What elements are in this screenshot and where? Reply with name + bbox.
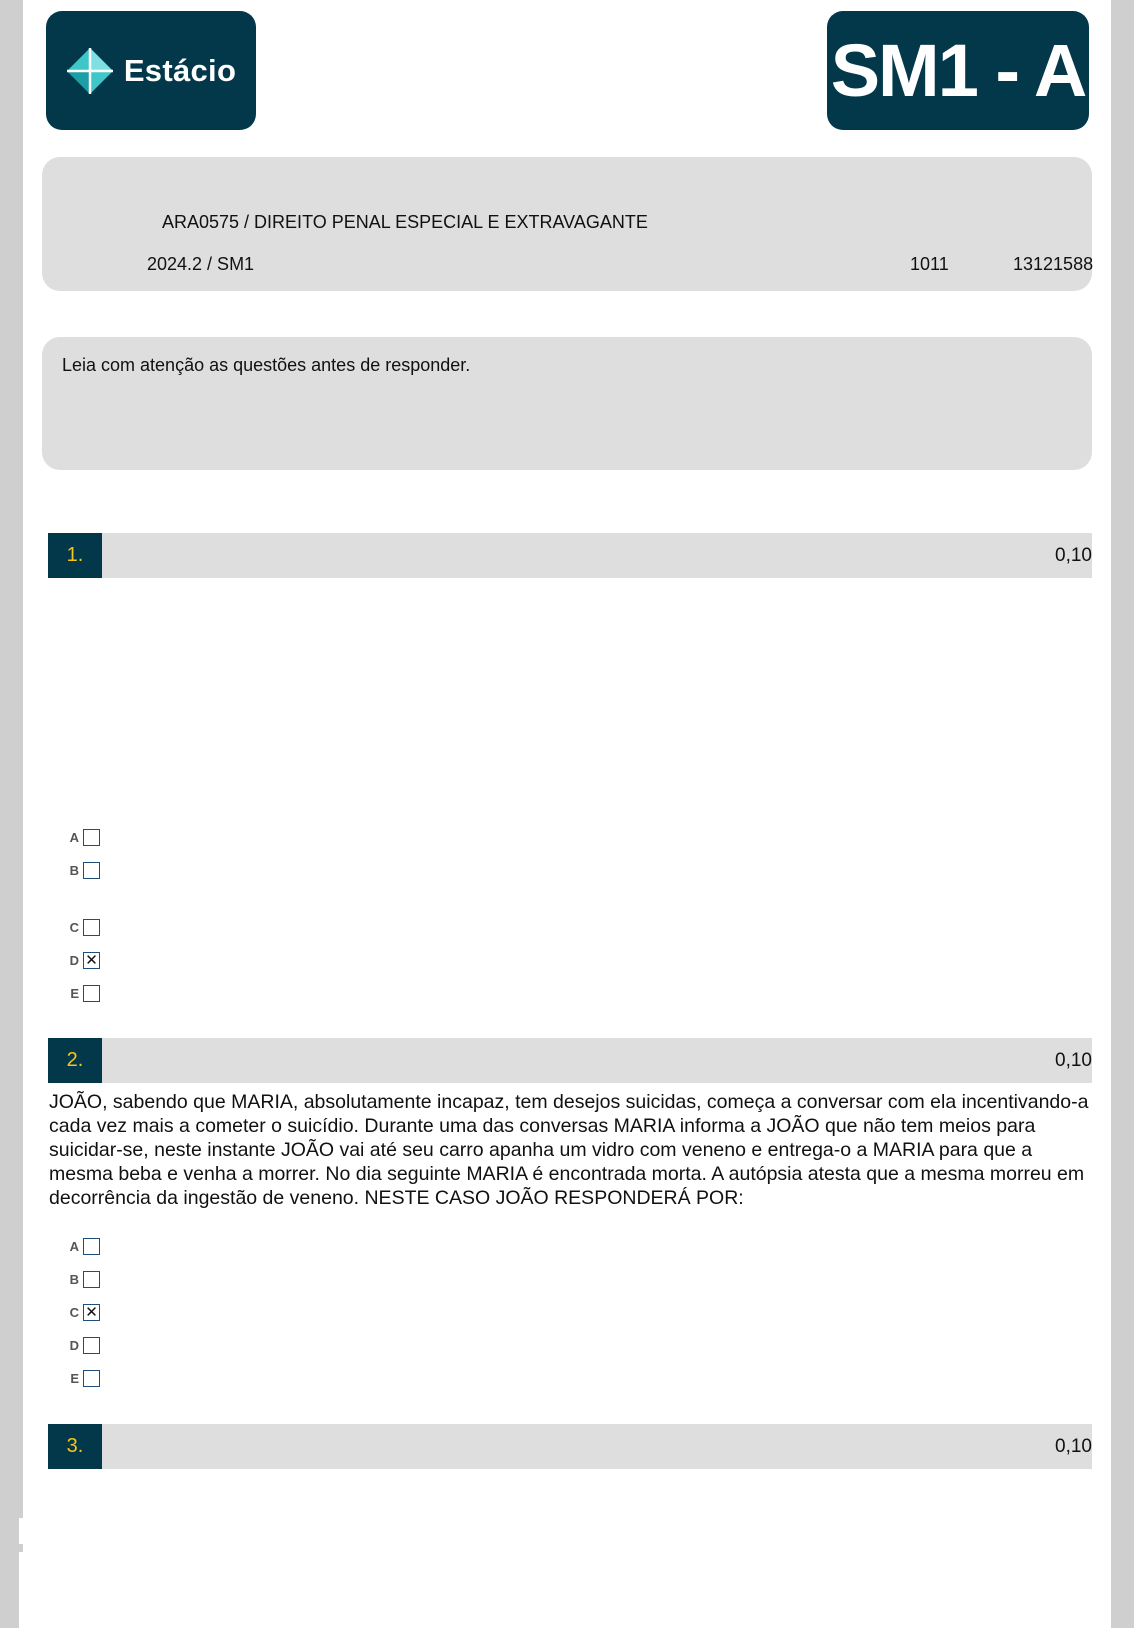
question-number: 1. [48,533,102,578]
q2-option-e[interactable] [67,1367,100,1389]
option-checkbox[interactable] [83,862,100,879]
question-score: 0,10 [1055,545,1092,566]
q1-option-e[interactable] [67,982,100,1004]
exam-code-badge [827,11,1089,130]
margin-mark [19,1518,25,1544]
q1-option-d[interactable] [67,949,100,971]
margin-mark [19,1552,25,1628]
class-number: 1011 [910,254,949,274]
option-checkbox[interactable] [83,829,100,846]
option-checkbox[interactable] [83,919,100,936]
q2-option-d[interactable] [67,1334,100,1356]
q2-option-a[interactable] [67,1235,100,1257]
option-letter: E [70,985,79,1001]
option-checkbox[interactable] [83,985,100,1002]
question-1-header [48,533,1092,578]
question-number: 3. [48,1424,102,1469]
option-letter: A [69,1238,79,1254]
question-number: 2. [48,1038,102,1083]
estacio-logo [46,11,256,130]
q2-option-c[interactable] [67,1301,100,1323]
term-label: 2024.2 / SM1 [147,254,255,274]
q1-option-b[interactable] [67,859,100,881]
question-2-header [48,1038,1092,1083]
question-score: 0,10 [1055,1436,1092,1457]
course-info-panel [42,157,1092,291]
course-title: ARA0575 / DIREITO PENAL ESPECIAL E EXTRAVAGANTE [162,212,648,232]
exam-code: SM1 - A [830,29,1086,112]
option-checkbox[interactable] [83,1337,100,1354]
option-checkbox[interactable] [83,1370,100,1387]
instructions-text: Leia com atenção as questões antes de responder. [62,355,471,375]
option-letter: D [69,952,79,968]
q1-option-c[interactable] [67,916,100,938]
option-letter: A [69,829,79,845]
option-letter: B [69,862,79,878]
instructions-panel [42,337,1092,470]
question-score: 0,10 [1055,1050,1092,1071]
option-letter: D [69,1337,79,1353]
exam-page [23,0,1111,1628]
option-letter: C [69,1304,79,1320]
logo-wordmark: Estácio [123,52,237,88]
option-letter: B [69,1271,79,1287]
option-checkbox-checked[interactable]: ✕ [83,952,100,969]
option-letter: C [69,919,79,935]
estacio-diamond-icon [66,47,114,95]
question-3-header [48,1424,1092,1469]
q2-option-b[interactable] [67,1268,100,1290]
option-checkbox[interactable] [83,1271,100,1288]
question-2-text: JOÃO, sabendo que MARIA, absolutamente incapaz, tem desejos suicidas, começa a conversar com ela incentivando-a cada vez mais a cometer o suicídio. Durante uma das conversas MARIA informa a JOÃO que não tem meios para suicidar-se, neste instante JOÃO vai até seu carro apanha um vidro com veneno e entrega-o a MARIA para que a mesma beba e venha a morrer. No dia seguinte MARIA é encontrada morta. A autópsia atesta que a mesma morreu em decorrência da ingestão de veneno. NESTE CASO JOÃO RESPONDERÁ POR: [49,1091,1089,1209]
q1-option-a[interactable] [67,826,100,848]
student-number: 13121588 [1013,254,1094,274]
option-checkbox-checked[interactable]: ✕ [83,1304,100,1321]
option-letter: E [70,1370,79,1386]
option-checkbox[interactable] [83,1238,100,1255]
